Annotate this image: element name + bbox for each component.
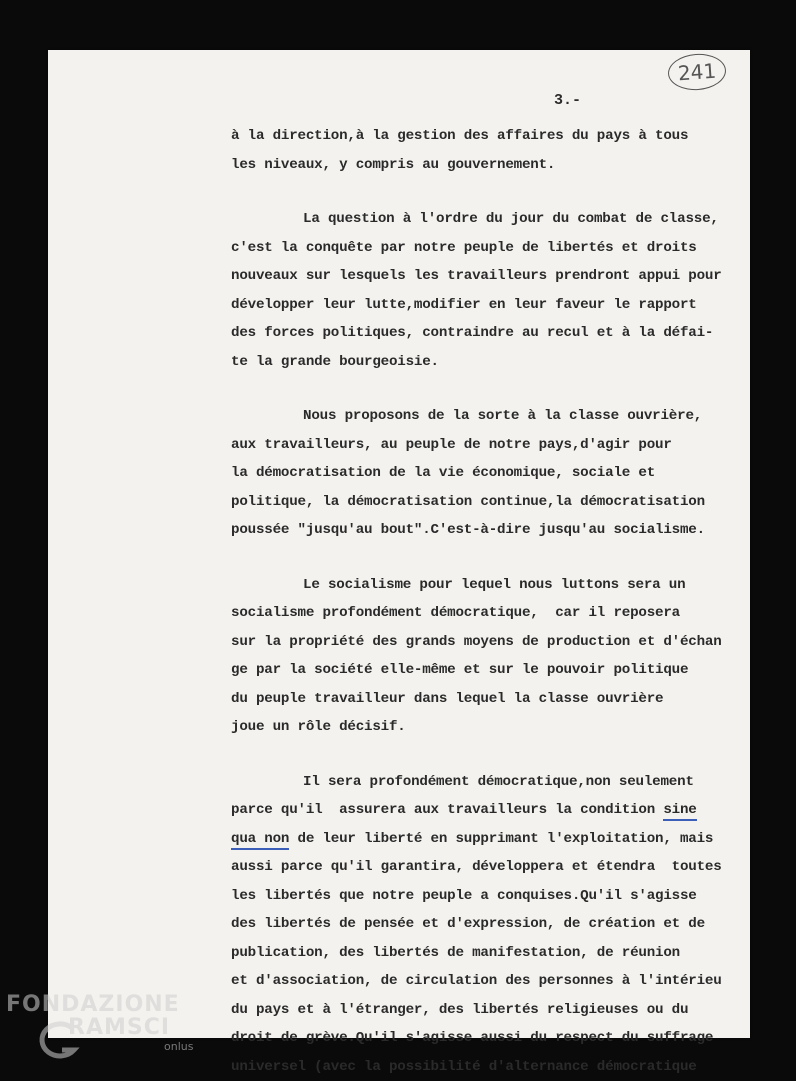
archive-number-stamp: 241: [667, 52, 727, 92]
text-line: les libertés que notre peuple a conquises.Qu'il s'agisse: [231, 882, 751, 911]
text-line: du peuple travailleur dans lequel la classe ouvrière: [231, 685, 751, 714]
underlined-text: qua non: [231, 831, 289, 850]
text-line: socialisme profondément démocratique, car il reposera: [231, 599, 751, 628]
paragraph: [231, 402, 751, 545]
watermark-line2: RAMSCI: [6, 1015, 206, 1040]
text-segment: de leur liberté en supprimant l'exploitation, mais: [289, 831, 713, 847]
text-line: et d'association, de circulation des personnes à l'intérieu: [231, 967, 751, 996]
document-page: [48, 50, 750, 1038]
text-line: universel (avec la possibilité d'alternance démocratique: [231, 1053, 751, 1081]
text-line: à la direction,à la gestion des affaires du pays à tous: [231, 122, 751, 151]
text-line: nouveaux sur lesquels les travailleurs prendront appui pour: [231, 262, 751, 291]
text-line: c'est la conquête par notre peuple de libertés et droits: [231, 234, 751, 263]
paragraph: [231, 571, 751, 742]
text-line: La question à l'ordre du jour du combat de classe,: [231, 205, 751, 234]
text-line: Il sera profondément démocratique,non seulement: [231, 768, 751, 797]
text-line: des forces politiques, contraindre au recul et à la défai-: [231, 319, 751, 348]
text-line: aux travailleurs, au peuple de notre pays,d'agir pour: [231, 431, 751, 460]
text-line: Nous proposons de la sorte à la classe ouvrière,: [231, 402, 751, 431]
text-line: politique, la démocratisation continue,la démocratisation: [231, 488, 751, 517]
text-line: Le socialisme pour lequel nous luttons sera un: [231, 571, 751, 600]
paragraph: [231, 768, 751, 1081]
text-segment: parce qu'il assurera aux travailleurs la condition: [231, 802, 663, 818]
paragraph: [231, 205, 751, 376]
watermark-line1: FONDAZIONE: [6, 992, 206, 1017]
text-line: des libertés de pensée et d'expression, de création et de: [231, 910, 751, 939]
text-line: aussi parce qu'il garantira, développera et étendra toutes: [231, 853, 751, 882]
text-line: te la grande bourgeoisie.: [231, 348, 751, 377]
text-line: les niveaux, y compris au gouvernement.: [231, 151, 751, 180]
underlined-text: sine: [663, 802, 696, 821]
text-line: sur la propriété des grands moyens de production et d'échan: [231, 628, 751, 657]
page-number: 3.-: [554, 92, 581, 109]
text-line: du pays et à l'étranger, des libertés religieuses ou du: [231, 996, 751, 1025]
text-line: ge par la société elle-même et sur le pouvoir politique: [231, 656, 751, 685]
text-line: développer leur lutte,modifier en leur faveur le rapport: [231, 291, 751, 320]
fondazione-gramsci-watermark: [6, 992, 206, 1072]
watermark-line3: onlus: [6, 1040, 206, 1053]
text-line: [231, 796, 751, 825]
text-line: la démocratisation de la vie économique, sociale et: [231, 459, 751, 488]
gramsci-g-logo-icon: [36, 1020, 82, 1062]
text-line: [231, 825, 751, 854]
paragraph: [231, 122, 751, 179]
typed-text: [231, 122, 751, 1081]
text-line: poussée "jusqu'au bout".C'est-à-dire jusqu'au socialisme.: [231, 516, 751, 545]
text-line: droit de grève.Qu'il s'agisse aussi du respect du suffrage: [231, 1024, 751, 1053]
text-line: joue un rôle décisif.: [231, 713, 751, 742]
text-line: publication, des libertés de manifestation, de réunion: [231, 939, 751, 968]
